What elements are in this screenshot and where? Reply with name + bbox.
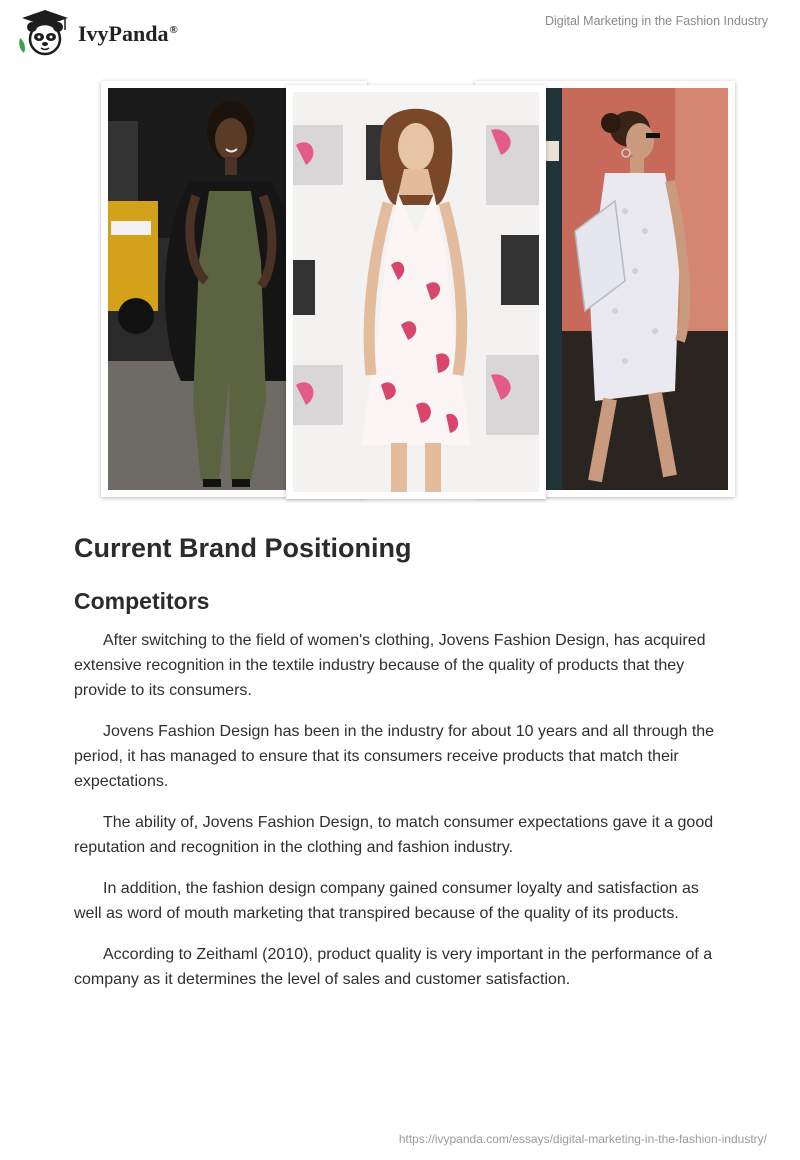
article-body [74, 628, 726, 992]
section-heading: Current Brand Positioning [74, 533, 412, 563]
woman-floral-halter-dress-photo [286, 85, 546, 499]
paragraph: In addition, the fashion design company gained consumer loyalty and satisfaction as well as word of mouth marketing that transpired because of the quality of its products. [74, 880, 699, 922]
paragraph: The ability of, Jovens Fashion Design, to match consumer expectations gave it a good reputation and recognition in the clothing and fashion industry. [74, 814, 714, 856]
document-title: Digital Marketing in the Fashion Industry [544, 14, 768, 28]
paragraph: After switching to the field of women's clothing, Jovens Fashion Design, has acquired extensive recognition in the textile industry because of the quality of products that they provide to its consumers. [74, 632, 706, 699]
panda-graduate-icon [16, 8, 74, 56]
page-header [0, 0, 800, 60]
ivypanda-logo[interactable] [16, 8, 216, 56]
logo-wordmark: IvyPanda® [78, 21, 178, 46]
fashion-photo-collage [96, 78, 740, 502]
paragraph: Jovens Fashion Design has been in the industry for about 10 years and all through the period, it has managed to ensure that its consumers receive products that match their expectations. [74, 723, 715, 790]
source-url-link[interactable]: https://ivypanda.com/essays/digital-marketing-in-the-fashion-industry/ [398, 1132, 767, 1146]
paragraph: According to Zeithaml (2010), product quality is very important in the performance of a company as it determines the level of sales and customer satisfaction. [74, 946, 713, 988]
article-content [74, 528, 726, 1008]
subsection-heading: Competitors [74, 588, 210, 614]
